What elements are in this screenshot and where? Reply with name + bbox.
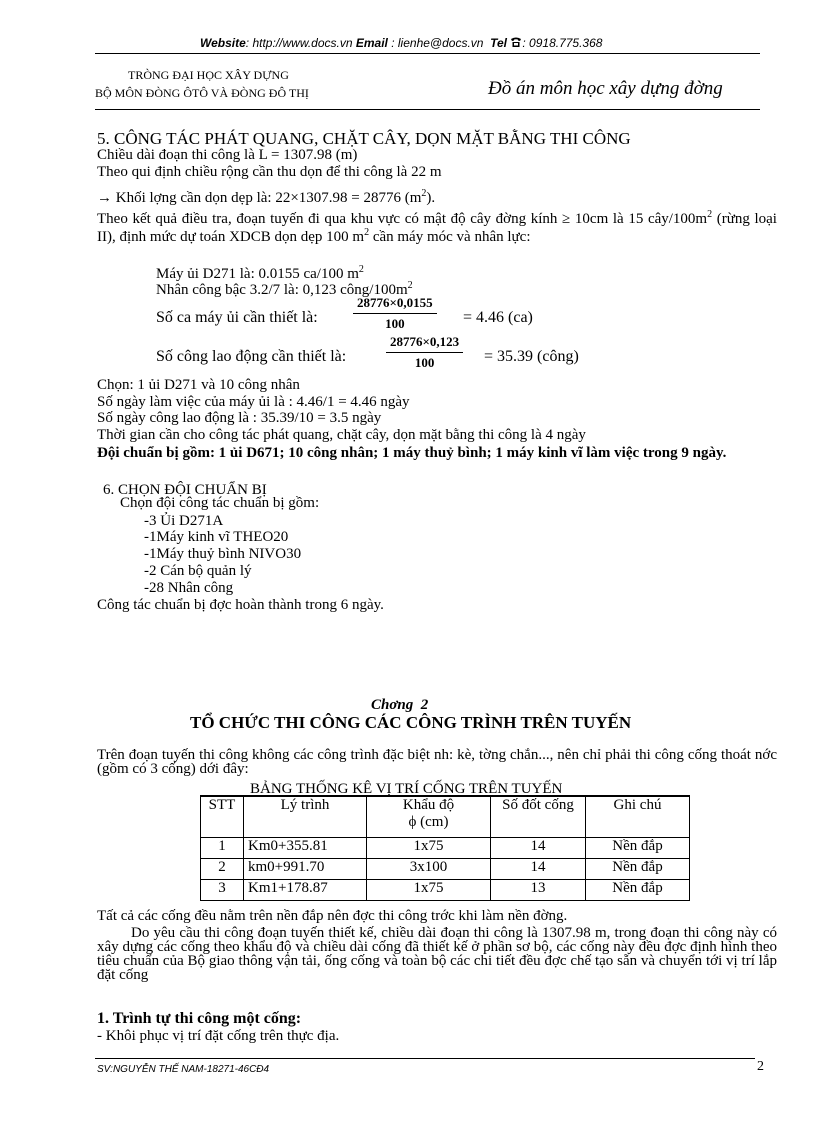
procedure-heading: 1. Trình tự thi công một cống:: [97, 1010, 302, 1027]
page-number: 2: [757, 1059, 764, 1074]
section5-survey-paragraph: [97, 208, 777, 244]
cell-stt: 2: [201, 859, 244, 880]
labor-result: = 35.39 (công): [484, 348, 579, 365]
cell-aperture: 3x100: [367, 859, 491, 880]
cell-note: Nền đắp: [586, 838, 690, 859]
section6-intro: Chọn đội công tác chuẩn bị gồm:: [120, 495, 320, 511]
cell-note: Nền đắp: [586, 859, 690, 880]
header-rule: [95, 53, 760, 54]
labor-rate-text: Nhân công bậc 3.2/7 là: 0,123 công/100m: [156, 282, 408, 298]
cell-stt: 1: [201, 838, 244, 859]
team-item: -28 Nhân công: [144, 580, 234, 596]
tel-value: : 0918.775.368: [522, 36, 603, 50]
footer-rule: [95, 1058, 755, 1059]
superscript-2: 2: [358, 264, 364, 275]
col-segments: Số đốt cống: [491, 796, 586, 838]
project-title: Đồ án môn học xây dựng đờng: [488, 78, 723, 99]
team-item: -2 Cán bộ quản lý: [144, 563, 252, 579]
chapter-label: [371, 697, 428, 714]
arrow-icon: →: [97, 190, 112, 206]
chapter-intro: Trên đoạn tuyến thi công không các công trình đặc biệt nh: kè, tờng chắn..., nên chỉ phải thi công cống thoát nớc (gồm có 3 cống) dới đây:: [97, 747, 777, 777]
superscript-2: 2: [407, 280, 413, 291]
col-aperture-unit: (cm): [416, 814, 449, 830]
team-item: -3 Ủi D271A: [144, 513, 224, 529]
email-value[interactable]: : lienhe@docs.vn: [391, 36, 484, 50]
superscript-2: 2: [364, 227, 370, 238]
procedure-step: - Khôi phục vị trí đặt cống trên thực địa.: [97, 1028, 340, 1044]
section5-length: Chiều dài đoạn thi công là L = 1307.98 (m): [97, 147, 358, 163]
shifts-result: = 4.46 (ca): [463, 309, 533, 326]
col-chainage: Lý trình: [244, 796, 367, 838]
times-symbol: ×: [290, 190, 299, 206]
cell-chainage: Km0+355.81: [244, 838, 367, 859]
website-label: Website: [200, 36, 246, 50]
phone-icon: [510, 37, 522, 48]
labor-numerator: 28776×0,123: [386, 334, 463, 353]
phi-symbol: ϕ: [408, 814, 417, 830]
section6-heading: 6. CHỌN ĐỘI CHUẨN BỊ: [103, 482, 267, 498]
cell-chainage: km0+991.70: [244, 859, 367, 880]
col-note: Ghi chú: [586, 796, 690, 838]
col-stt: STT: [201, 796, 244, 838]
cell-stt: 3: [201, 880, 244, 901]
header-rule-bottom: [95, 109, 760, 110]
superscript-2: 2: [421, 188, 427, 199]
survey-text-1: Theo kết quả điều tra, đoạn tuyến đi qua khu vực có mật độ cây đờng kính: [97, 211, 563, 227]
school-name: TRÒNG ĐẠI HỌC XÂY DỰNG: [128, 68, 289, 82]
email-label: Email: [355, 36, 388, 50]
geq-symbol: ≥: [562, 211, 571, 227]
section5-width: Theo qui định chiều rộng cần thu dọn để thi công là 22 m: [97, 164, 442, 180]
cell-aperture: 1x75: [367, 838, 491, 859]
superscript-2: 2: [707, 209, 713, 220]
cell-segments: 13: [491, 880, 586, 901]
chapter-title: TỔ CHỨC THI CÔNG CÁC CÔNG TRÌNH TRÊN TUYẾN: [190, 713, 632, 732]
cell-segments: 14: [491, 859, 586, 880]
table-title: BẢNG THỐNG KÊ VỊ TRÍ CỐNG TRÊN TUYẾN: [250, 781, 563, 797]
col-aperture: [367, 796, 491, 838]
shifts-fraction: [353, 295, 437, 332]
website-value[interactable]: : http://www.docs.vn: [245, 36, 353, 50]
labor-denominator: 100: [414, 355, 435, 370]
survey-text-2: 10cm là 15 cây/100m: [570, 211, 708, 227]
survey-text-3: (rừng loại II), định mức dự toán XDCB dọn dẹp 100 m: [97, 211, 777, 245]
site-contact-bar: [200, 36, 602, 50]
cell-chainage: Km1+178.87: [244, 880, 367, 901]
survey-text-4: cần máy móc và nhân lực:: [369, 229, 531, 245]
machine-days: Số ngày làm việc của máy ủi là : 4.46/1 = 4.46 ngày: [97, 394, 410, 410]
section5-heading: 5. CÔNG TÁC PHÁT QUANG, CHẶT CÂY, DỌN MẶT BẰNG THI CÔNG: [97, 129, 631, 148]
time-needed: Thời gian cần cho công tác phát quang, chặt cây, dọn mặt bằng thi công là 4 ngày: [97, 427, 586, 443]
shifts-denominator: 100: [385, 316, 405, 331]
student-name: SV:NGUYỄN THẾ NAM-18271-46CĐ4: [97, 1064, 270, 1075]
team-item: -1Máy kinh vĩ THEO20: [144, 529, 289, 545]
labor-label: Số công lao động cần thiết là:: [156, 348, 347, 365]
volume-text: Khối lợng cần dọn dẹp là: 22: [115, 190, 291, 206]
cell-segments: 14: [491, 838, 586, 859]
cell-aperture: 1x75: [367, 880, 491, 901]
volume-result: 1307.98 = 28776 (m: [298, 190, 422, 206]
table-row: [201, 838, 690, 859]
culvert-table: [200, 795, 690, 901]
volume-end: ).: [426, 190, 436, 206]
team-summary: Đội chuẩn bị gồm: 1 ủi D671; 10 công nhân; 1 máy thuỷ bình; 1 máy kinh vĩ làm việc trong 9 ngày.: [97, 445, 727, 461]
table-header-row: [201, 796, 690, 838]
chapter-word: Chơng: [371, 697, 414, 713]
chapter-number: 2: [420, 697, 429, 713]
culvert-statement: Tất cả các cống đều nằm trên nền đắp nên đợc thi công trớc khi làm nền đờng.: [97, 908, 568, 924]
culvert-paragraph: Do yêu cầu thi công đoạn tuyến thiết kế, chiều dài đoạn thi công là 1307.98 m, trong đoạn thi công này có xây dựng các cống theo khẩu độ và chiều dài cống đã thiết kế ở phần sơ bộ, các cống này đều đợc định hình theo tiêu chuẩn của Bộ giao thông vận tải, ống cống và toàn bộ các chi tiết đều đợc chế tạo sẵn và chuyển tới vị trí lắp đặt cống: [97, 925, 777, 983]
section6-completion: Công tác chuẩn bị đợc hoàn thành trong 6 ngày.: [97, 597, 384, 613]
table-row: [201, 880, 690, 901]
shifts-label: Số ca máy ủi cần thiết là:: [156, 309, 318, 326]
table-row: [201, 859, 690, 880]
labor-fraction: [386, 334, 463, 371]
shifts-numerator: 28776×0,0155: [353, 295, 437, 314]
tel-label: Tel: [490, 36, 508, 50]
labor-days: Số ngày công lao động là : 35.39/10 = 3.5 ngày: [97, 410, 382, 426]
machine-rate-text: Máy ủi D271 là: 0.0155 ca/100 m: [156, 266, 359, 282]
cell-note: Nền đắp: [586, 880, 690, 901]
choose-line: Chọn: 1 ủi D271 và 10 công nhân: [97, 377, 300, 393]
col-aperture-label: Khẩu độ: [402, 797, 455, 813]
team-item: -1Máy thuỷ bình NIVO30: [144, 546, 302, 562]
department-name: BỘ MÔN ĐÒNG ÔTÔ VÀ ĐÒNG ĐÔ THỊ: [95, 86, 309, 100]
section5-volume: [97, 186, 435, 206]
